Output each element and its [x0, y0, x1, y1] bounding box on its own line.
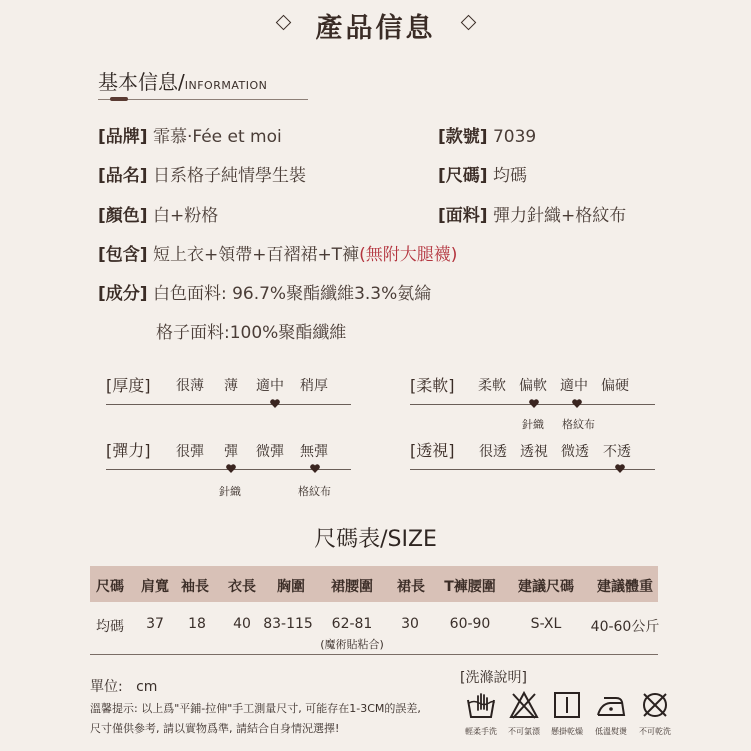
- size-table-header-cell: 裙腰圍: [331, 579, 373, 595]
- info-key: [面料]: [438, 206, 488, 226]
- info-value: 白+粉格: [152, 206, 219, 226]
- wash-label: 懸掛乾燥: [551, 727, 583, 736]
- no-dry-clean-icon: [640, 690, 670, 720]
- scale-transparency-label: [透視]: [410, 441, 455, 460]
- info-key: [包含]: [98, 245, 148, 265]
- size-table-header-cell: 尺碼: [96, 579, 124, 595]
- info-key: [款號]: [438, 127, 488, 147]
- scale-option: 微彈: [256, 444, 284, 460]
- scale-option: 稍厚: [300, 378, 328, 394]
- heart-marker-icon: [615, 464, 625, 473]
- scale-option: 薄: [224, 378, 238, 394]
- scale-option: 很透: [479, 444, 507, 460]
- info-fabric: [438, 201, 626, 226]
- size-table-cell: 18: [188, 616, 206, 632]
- size-table-header-cell: 衣長: [228, 579, 256, 595]
- size-table-cell: 30: [401, 616, 419, 632]
- wash-label: 不可乾洗: [639, 727, 671, 736]
- section-underline-accent: [110, 97, 128, 101]
- size-table-header-cell: 胸圍: [277, 579, 305, 595]
- measurement-note-line1: 溫馨提示: 以上爲"平鋪-拉伸"手工測量尺寸, 可能存在1-3CM的誤差,: [90, 702, 421, 715]
- info-style-no: [438, 122, 536, 147]
- size-table-cell: S-XL: [530, 616, 562, 632]
- heart-marker-icon: [529, 399, 539, 408]
- scale-option: 適中: [256, 378, 284, 394]
- scale-option: 適中: [560, 378, 588, 394]
- size-table-bottom-line: [90, 654, 658, 655]
- info-note-red: (無附大腿襪): [359, 245, 458, 265]
- info-product-name: [98, 161, 306, 186]
- info-size: [438, 161, 527, 186]
- size-table-header-cell: 建議體重: [597, 579, 653, 595]
- scale-mark-label: 格紋布: [298, 485, 331, 498]
- scale-thickness-label: [厚度]: [106, 376, 151, 395]
- info-value: 白色面料: 96.7%聚酯纖維3.3%氨綸: [152, 284, 432, 304]
- scale-option: 微透: [561, 444, 589, 460]
- scale-option: 彈: [224, 444, 238, 460]
- measurement-note-line2: 尺寸僅供參考, 請以實物爲準, 請結合自身情況選擇!: [90, 722, 340, 735]
- scale-mark-label: 針織: [522, 418, 544, 431]
- info-composition: [98, 279, 431, 304]
- size-table-header-cell: 裙長: [397, 579, 425, 595]
- wash-instructions-title: [洗滌說明]: [460, 670, 527, 686]
- scale-elasticity-label: [彈力]: [106, 441, 151, 460]
- wash-label: 低溫熨燙: [595, 727, 627, 736]
- size-table-cell: 40-60公斤: [590, 619, 660, 635]
- section-underline: [98, 99, 308, 100]
- info-key: [品牌]: [98, 127, 148, 147]
- info-color: [98, 201, 218, 226]
- section-header-cn: 基本信息/: [98, 70, 185, 94]
- scale-option: 透視: [520, 444, 548, 460]
- hand-wash-icon: [466, 690, 496, 720]
- scale-option: 無彈: [300, 444, 328, 460]
- heart-marker-icon: [572, 399, 582, 408]
- info-key: [成分]: [98, 284, 148, 304]
- size-table-header-cell: 袖長: [181, 579, 209, 595]
- info-brand: [98, 122, 282, 147]
- scale-mark-label: 格紋布: [562, 418, 595, 431]
- hang-dry-icon: [552, 690, 582, 720]
- size-table-cell: 37: [146, 616, 164, 632]
- size-table-header-cell: 建議尺碼: [518, 579, 574, 595]
- info-value: 短上衣+領帶+百褶裙+T褲: [152, 245, 360, 265]
- no-bleach-icon: [509, 690, 539, 720]
- heart-marker-icon: [270, 399, 280, 408]
- scale-softness-label: [柔軟]: [410, 376, 455, 395]
- scale-thickness-line: [106, 404, 351, 405]
- info-value: 彈力針織+格紋布: [492, 206, 627, 226]
- info-value: 格子面料:100%聚酯纖維: [156, 323, 347, 343]
- size-table-cell: 62-81: [331, 616, 373, 632]
- scale-option: 柔軟: [478, 378, 506, 394]
- info-value: 霏慕·Fée et moi: [152, 127, 282, 147]
- size-table-sub-note: (魔術貼粘合): [320, 638, 384, 651]
- scale-option: 很薄: [176, 378, 204, 394]
- wash-label: 輕柔手洗: [465, 727, 497, 736]
- info-composition-line2: [156, 318, 346, 343]
- heart-marker-icon: [310, 464, 320, 473]
- unit-row: [90, 676, 157, 696]
- info-includes: [98, 240, 457, 265]
- scale-mark-label: 針織: [219, 485, 241, 498]
- info-key: [品名]: [98, 166, 148, 186]
- info-value: 均碼: [492, 166, 527, 186]
- size-table-cell: 83-115: [263, 616, 313, 632]
- size-table-header-cell: T褲腰圍: [444, 579, 496, 595]
- low-iron-icon: [596, 690, 626, 720]
- info-key: [尺碼]: [438, 166, 488, 186]
- size-table-cell: 60-90: [449, 616, 491, 632]
- scale-option: 很彈: [176, 444, 204, 460]
- size-table-header-cell: 肩寬: [141, 579, 169, 595]
- size-table-cell: 均碼: [96, 619, 124, 635]
- scale-option: 不透: [603, 444, 631, 460]
- scale-option: 偏軟: [519, 378, 547, 394]
- heart-marker-icon: [226, 464, 236, 473]
- wash-label: 不可氯漂: [508, 727, 540, 736]
- size-table-title: 尺碼表/SIZE: [314, 527, 437, 552]
- section-header-en: INFORMATION: [184, 79, 268, 92]
- page-title: 產品信息: [315, 13, 436, 44]
- unit-label: 單位:: [90, 679, 123, 695]
- unit-value: cm: [136, 679, 158, 695]
- section-header: [98, 66, 267, 95]
- scale-option: 偏硬: [601, 378, 629, 394]
- info-key: [顏色]: [98, 206, 148, 226]
- info-value: 7039: [492, 127, 537, 147]
- info-value: 日系格子純情學生裝: [152, 166, 306, 186]
- size-table-cell: 40: [233, 616, 251, 632]
